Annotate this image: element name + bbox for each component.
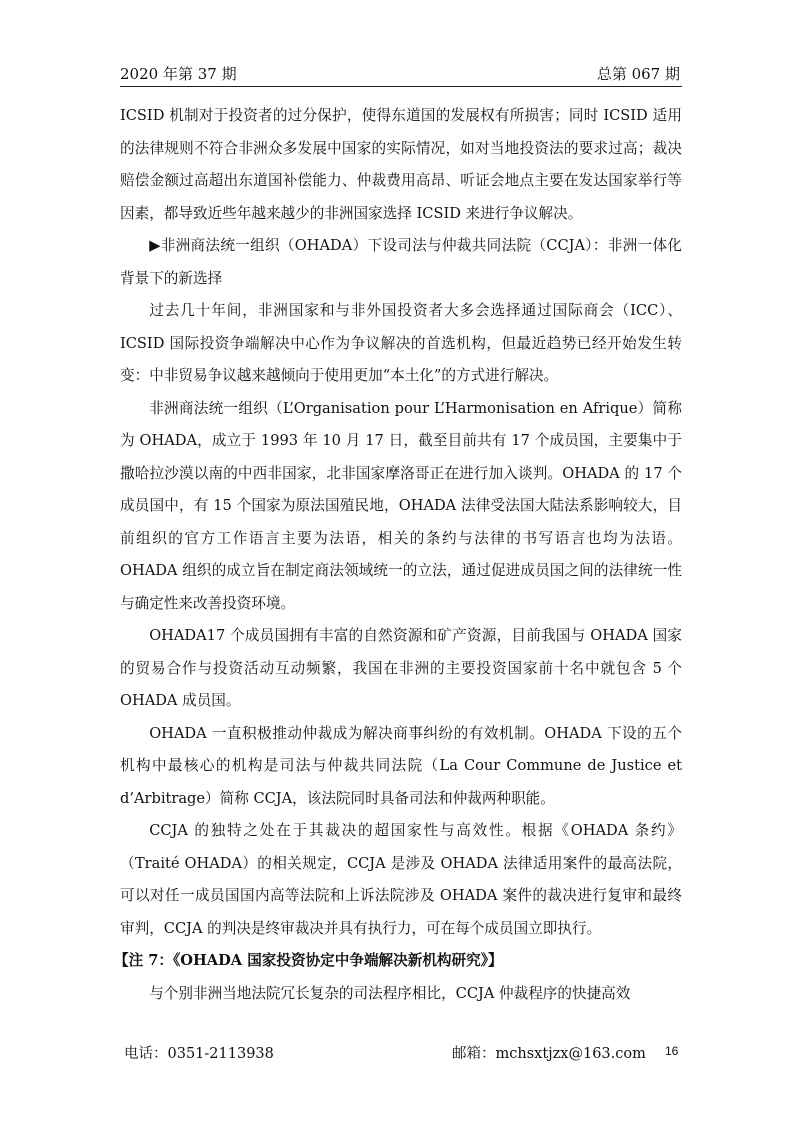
header-divider xyxy=(120,86,682,87)
paragraph-icsid-critique: ICSID 机制对于投资者的过分保护，使得东道国的发展权有所损害；同时 ICSID 适用的法律规则不符合非洲众多发展中国家的实际情况，如对当地投资法的要求过高；裁决赔偿金额过高超出东道国补偿能力、仲裁费用高昂、听证会地点主要在发达国家举行等因素，都导致近些年越来越少的非洲国家选择 ICSID 来进行争议解决。 xyxy=(120,107,682,222)
total-issue-number: 总第 067 期 xyxy=(596,65,680,83)
paragraph-ccja-efficiency: 与个别非洲当地法院冗长复杂的司法程序相比，CCJA 仲裁程序的快捷高效 xyxy=(149,984,631,1002)
article-body xyxy=(114,100,682,1010)
page-footer xyxy=(0,1042,800,1066)
paragraph-ccja-features: CCJA 的独特之处在于其裁决的超国家性与高效性。根据《OHADA 条约》（Traité OHADA）的相关规定，CCJA 是涉及 OHADA 法律适用案件的最高法院，可以对任一成员国国内高等法院和上诉法院涉及 OHADA 案件的裁决进行复审和最终审判，CCJA 的判决是终审裁决并具有执行力，可在每个成员国立即执行。 xyxy=(120,822,682,937)
page-number: 16 xyxy=(665,1044,679,1058)
paragraph-trend-shift: 过去几十年间，非洲国家和与非外国投资者大多会选择通过国际商会（ICC）、ICSID 国际投资争端解决中心作为争议解决的首选机构，但最近趋势已经开始发生转变：中非贸易争议越来越倾向于使用更加“本土化”的方式进行解决。 xyxy=(120,302,682,384)
footer-phone: 电话：0351-2113938 xyxy=(124,1046,274,1062)
paragraph-ohada-intro: 非洲商法统一组织（L’Organisation pour L’Harmonisation en Afrique）简称为 OHADA，成立于 1993 年 10 月 17 日，截至目前共有 17 个成员国，主要集中于撒哈拉沙漠以南的中西非国家，北非国家摩洛哥正在进行加入谈判。OHADA 的 17 个成员国中，有 15 个国家为原法国殖民地，OHADA 法律受法国大陆法系影响较大，目前组织的官方工作语言主要为法语，相关的条约与法律的书写语言也均为法语。OHADA 组织的成立旨在制定商法领域统一的立法，通过促进成员国之间的法律统一性与确定性来改善投资环境。 xyxy=(120,399,682,612)
paragraph-ohada-resources: OHADA17 个成员国拥有丰富的自然资源和矿产资源，目前我国与 OHADA 国家的贸易合作与投资活动互动频繁，我国在非洲的主要投资国家前十名中就包含 5 个 OHADA 成员国。 xyxy=(120,627,682,709)
page-header xyxy=(120,58,680,84)
footnote-reference: 【注 7：《OHADA 国家投资协定中争端解决新机构研究》】 xyxy=(114,952,503,969)
footer-email: 邮箱：mchsxtjzx@163.com xyxy=(452,1046,646,1062)
paragraph-ohada-arbitration: OHADA 一直积极推动仲裁成为解决商事纠纷的有效机制。OHADA 下设的五个机构中最核心的机构是司法与仲裁共同法院（La Cour Commune de Justice et d’Arbitrage）简称 CCJA，该法院同时具备司法和仲裁两种职能。 xyxy=(120,724,682,807)
issue-number: 2020 年第 37 期 xyxy=(120,65,237,83)
section-heading-ccja: ▶非洲商法统一组织（OHADA）下设司法与仲裁共同法院（CCJA）：非洲一体化背景下的新选择 xyxy=(120,237,682,287)
